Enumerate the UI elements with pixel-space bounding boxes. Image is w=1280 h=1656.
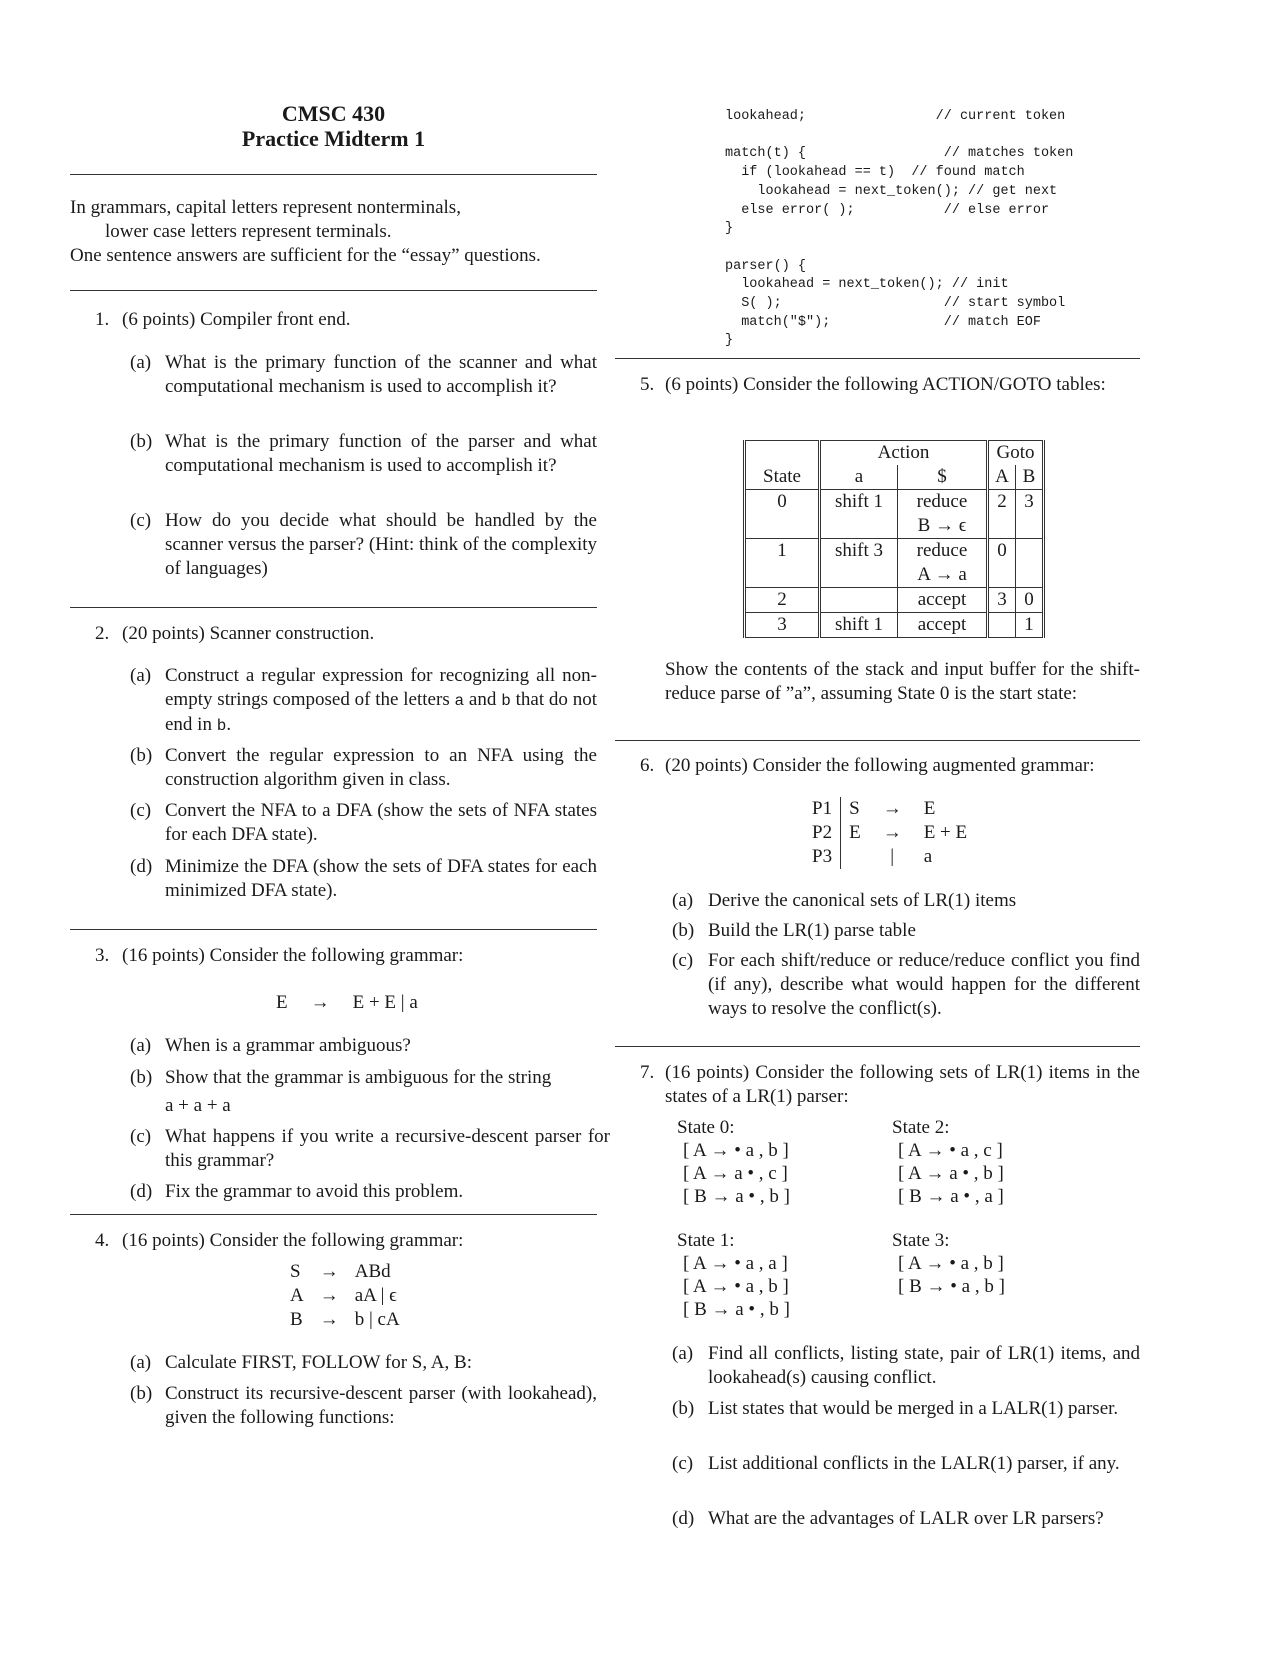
lr1-item: [ B → a • , b ] [683,1186,790,1207]
part-label: (a) [130,1352,152,1373]
lr1-item: [ A → • a , b ] [683,1140,789,1161]
divider [70,290,597,291]
part-text: List states that would be merged in a LALR(1) parser. [708,1398,1119,1419]
intro-line: One sentence answers are sufficient for the “essay” questions. [70,245,541,266]
lhs: E [849,822,861,843]
text: that do not end in [165,689,597,735]
header-state: State [745,465,820,490]
part-text: Find all conflicts, listing state, pair of LR(1) items, and lookahead(s) causing conflict. [708,1343,1140,1388]
question-text: (16 points) Consider the following grammar: [122,1230,464,1251]
header-dollar: $ [898,465,988,490]
part-text: List additional conflicts in the LALR(1) parser, if any. [708,1453,1120,1474]
lhs: A [290,1285,304,1306]
rhs: aA | ϵ [354,1285,397,1306]
letter: b [501,692,511,710]
cell [745,514,820,539]
lhs [841,845,869,869]
question-text: (6 points) Consider the following ACTION/GOTO tables: [665,374,1106,395]
cell: B → ϵ [898,514,988,539]
lhs: B [290,1309,303,1330]
part-label: (c) [672,950,694,971]
divider [70,607,597,608]
part-text: Calculate FIRST, FOLLOW for S, A, B: [165,1352,472,1373]
question-text: (20 points) Scanner construction. [122,623,375,644]
divider [615,1046,1140,1047]
q5-instructions: Show the contents of the stack and input buffer for the shift-reduce parse of ”a”, assuming State 0 is the start state: [665,659,1140,704]
part-text: Minimize the DFA (show the sets of DFA states for each minimized DFA state). [165,856,597,901]
intro-line: In grammars, capital letters represent nonterminals, [70,197,461,218]
part-label: (a) [130,352,152,373]
divider [70,1214,597,1215]
arrow: → [319,1309,339,1330]
lr1-item: [ A → a • , b ] [898,1163,1004,1184]
part-label: (d) [130,1181,153,1202]
part-label: (a) [130,1035,152,1056]
cell: A → a [898,563,988,588]
grammar-rule [282,1284,408,1308]
divider [615,740,1140,741]
state-name: State 2: [892,1117,950,1138]
text: and [464,689,502,710]
question-number: 5. [640,374,655,395]
rhs: E + E [923,822,968,843]
cell [820,514,898,539]
part-label: (b) [130,1067,153,1088]
rhs: E [923,798,936,819]
part-label: (b) [672,1398,695,1419]
cell: 0 [745,490,820,515]
cell: 3 [745,613,820,638]
divider [70,174,597,175]
table-row [745,588,1044,613]
cell: shift 1 [820,613,898,638]
cell: 2 [745,588,820,613]
part-label: (b) [130,745,153,766]
question-number: 1. [95,309,110,330]
letter: b [216,717,227,735]
lr1-state-2 [892,1116,1004,1208]
cell: shift 3 [820,539,898,564]
header-B: B [1016,465,1044,490]
cell: 1 [745,539,820,564]
part-label: (b) [130,1383,153,1404]
cell [1016,539,1044,564]
code-line [725,239,1073,258]
header-action: Action [820,441,988,466]
question-number: 7. [640,1062,655,1083]
augmented-grammar [804,797,975,869]
code-listing [725,108,1073,351]
code-line: S( ); // start symbol [725,296,1066,312]
question-number: 4. [95,1230,110,1251]
lr1-state-0 [677,1116,790,1208]
lhs: E [276,992,288,1013]
question-text: (16 points) Consider the following grammar: [122,945,464,966]
part-text: Convert the regular expression to an NFA using the construction algorithm given in class. [165,745,597,790]
arrow: → [882,822,902,843]
table-row [745,563,1044,588]
cell: 0 [1016,588,1044,613]
letter: a [454,692,465,710]
code-line [725,127,1073,146]
cell [988,613,1016,638]
rhs: ABd [354,1261,391,1282]
state-name: State 3: [892,1230,950,1251]
grammar-table [282,1260,408,1332]
code-line: lookahead = next_token(); // get next [725,183,1058,199]
grammar-rule [282,1308,408,1332]
lr1-item: [ A → • a , a ] [683,1253,788,1274]
table-row [745,539,1044,564]
cell: reduce [898,539,988,564]
cell [820,563,898,588]
cell [820,588,898,613]
part-label: (c) [130,1126,152,1147]
lr1-item: [ A → • a , c ] [898,1140,1003,1161]
part-text: Fix the grammar to avoid this problem. [165,1181,464,1202]
arrow: → [319,1261,339,1282]
cell [745,563,820,588]
table-row [745,613,1044,638]
cell: 3 [988,588,1016,613]
rule-id: P1 [804,797,841,821]
arrow: → [310,992,330,1013]
grammar-rule [804,797,975,821]
question-number: 2. [95,623,110,644]
cell: accept [898,588,988,613]
question-text: (20 points) Consider the following augmented grammar: [665,755,1095,776]
part-text: How do you decide what should be handled by the scanner versus the parser? (Hint: think of the complexity of languages) [165,510,597,579]
instructions [70,196,597,268]
arrow: → [319,1285,339,1306]
grammar-rule [276,991,418,1015]
lr1-item: [ A → • a , b ] [683,1276,789,1297]
arrow: | [890,846,895,867]
rhs: E + E | a [352,992,418,1013]
state-name: State 0: [677,1117,735,1138]
intro-line: lower case letters represent terminals. [105,221,392,242]
part-label: (c) [130,800,152,821]
part-label: (c) [672,1453,694,1474]
part-text: What is the primary function of the scanner and what computational mechanism is used to accomplish it? [165,352,597,397]
rhs: a [923,846,933,867]
part-label: (a) [672,890,694,911]
cell [988,514,1016,539]
cell: 1 [1016,613,1044,638]
cell [1016,514,1044,539]
question-text: (16 points) Consider the following sets of LR(1) items in the states of a LR(1) parser: [665,1062,1140,1107]
header-goto: Goto [988,441,1044,466]
part-label: (d) [130,856,153,877]
lr1-state-3 [892,1229,1005,1298]
code-line: parser() { [725,258,807,274]
lhs: S [849,798,860,819]
text: Construct a regular expression for recognizing all non-empty strings composed of the letters [165,665,597,710]
lr1-state-1 [677,1229,790,1321]
lhs: S [290,1261,301,1282]
part-text: Derive the canonical sets of LR(1) items [708,890,1017,911]
lr1-item: [ B → • a , b ] [898,1276,1005,1297]
code-line: match(t) { // matches token [725,146,1074,162]
question-number: 6. [640,755,655,776]
cell [988,563,1016,588]
lr1-item: [ B → a • , a ] [898,1186,1004,1207]
part-text: What are the advantages of LALR over LR parsers? [708,1508,1104,1529]
code-line: if (lookahead == t) // found match [725,165,1025,181]
part-text: For each shift/reduce or reduce/reduce conflict you find (if any), describe what would happen for the different ways to resolve the conflict(s). [708,950,1140,1019]
cell: 3 [1016,490,1044,515]
lr1-item: [ B → a • , b ] [683,1299,790,1320]
part-label: (c) [130,510,152,531]
part-text: Build the LR(1) parse table [708,920,916,941]
part-text [165,664,597,738]
part-text: Convert the NFA to a DFA (show the sets of NFA states for each DFA state). [165,800,597,845]
grammar-rule [804,821,975,845]
part-label: (a) [130,665,152,686]
rule-id: P2 [804,821,841,845]
course-title: CMSC 430 [281,101,386,126]
grammar-rule [282,1260,408,1284]
exam-title: Practice Midterm 1 [241,126,426,151]
table-row [745,514,1044,539]
part-text: Construct its recursive-descent parser (with lookahead), given the following functions: [165,1383,597,1428]
cell: shift 1 [820,490,898,515]
code-line: match("$"); // match EOF [725,314,1041,330]
part-text: Show that the grammar is ambiguous for the string [165,1067,552,1088]
lr1-item: [ A → a • , c ] [683,1163,788,1184]
divider [615,358,1140,359]
state-name: State 1: [677,1230,735,1251]
rule-id: P3 [804,845,841,869]
header-A: A [988,465,1016,490]
cell: accept [898,613,988,638]
cell: 0 [988,539,1016,564]
divider [70,929,597,930]
question-text: (6 points) Compiler front end. [122,309,351,330]
code-line: lookahead; // current token [725,109,1066,124]
cell: reduce [898,490,988,515]
question-number: 3. [95,945,110,966]
code-line: lookahead = next_token(); // init [725,277,1009,293]
rhs: b | cA [354,1309,400,1330]
header-a: a [820,465,898,490]
part-text: What is the primary function of the parser and what computational mechanism is used to accomplish it? [165,431,597,476]
code-line: } [725,333,734,349]
code-line: else error( ); // else error [725,202,1050,218]
grammar-rule [804,845,975,869]
cell [1016,563,1044,588]
action-goto-table [743,440,1045,638]
code-line: } [725,221,734,237]
string: a + a + a [165,1095,231,1116]
part-text: When is a grammar ambiguous? [165,1035,411,1056]
part-text: What happens if you write a recursive-descent parser for this grammar? [165,1126,610,1171]
part-label: (d) [672,1508,695,1529]
cell: 2 [988,490,1016,515]
part-label: (b) [672,920,695,941]
part-label: (a) [672,1343,694,1364]
table-row [745,490,1044,515]
lr1-item: [ A → • a , b ] [898,1253,1004,1274]
arrow: → [882,798,902,819]
text: . [226,714,232,735]
part-label: (b) [130,431,153,452]
